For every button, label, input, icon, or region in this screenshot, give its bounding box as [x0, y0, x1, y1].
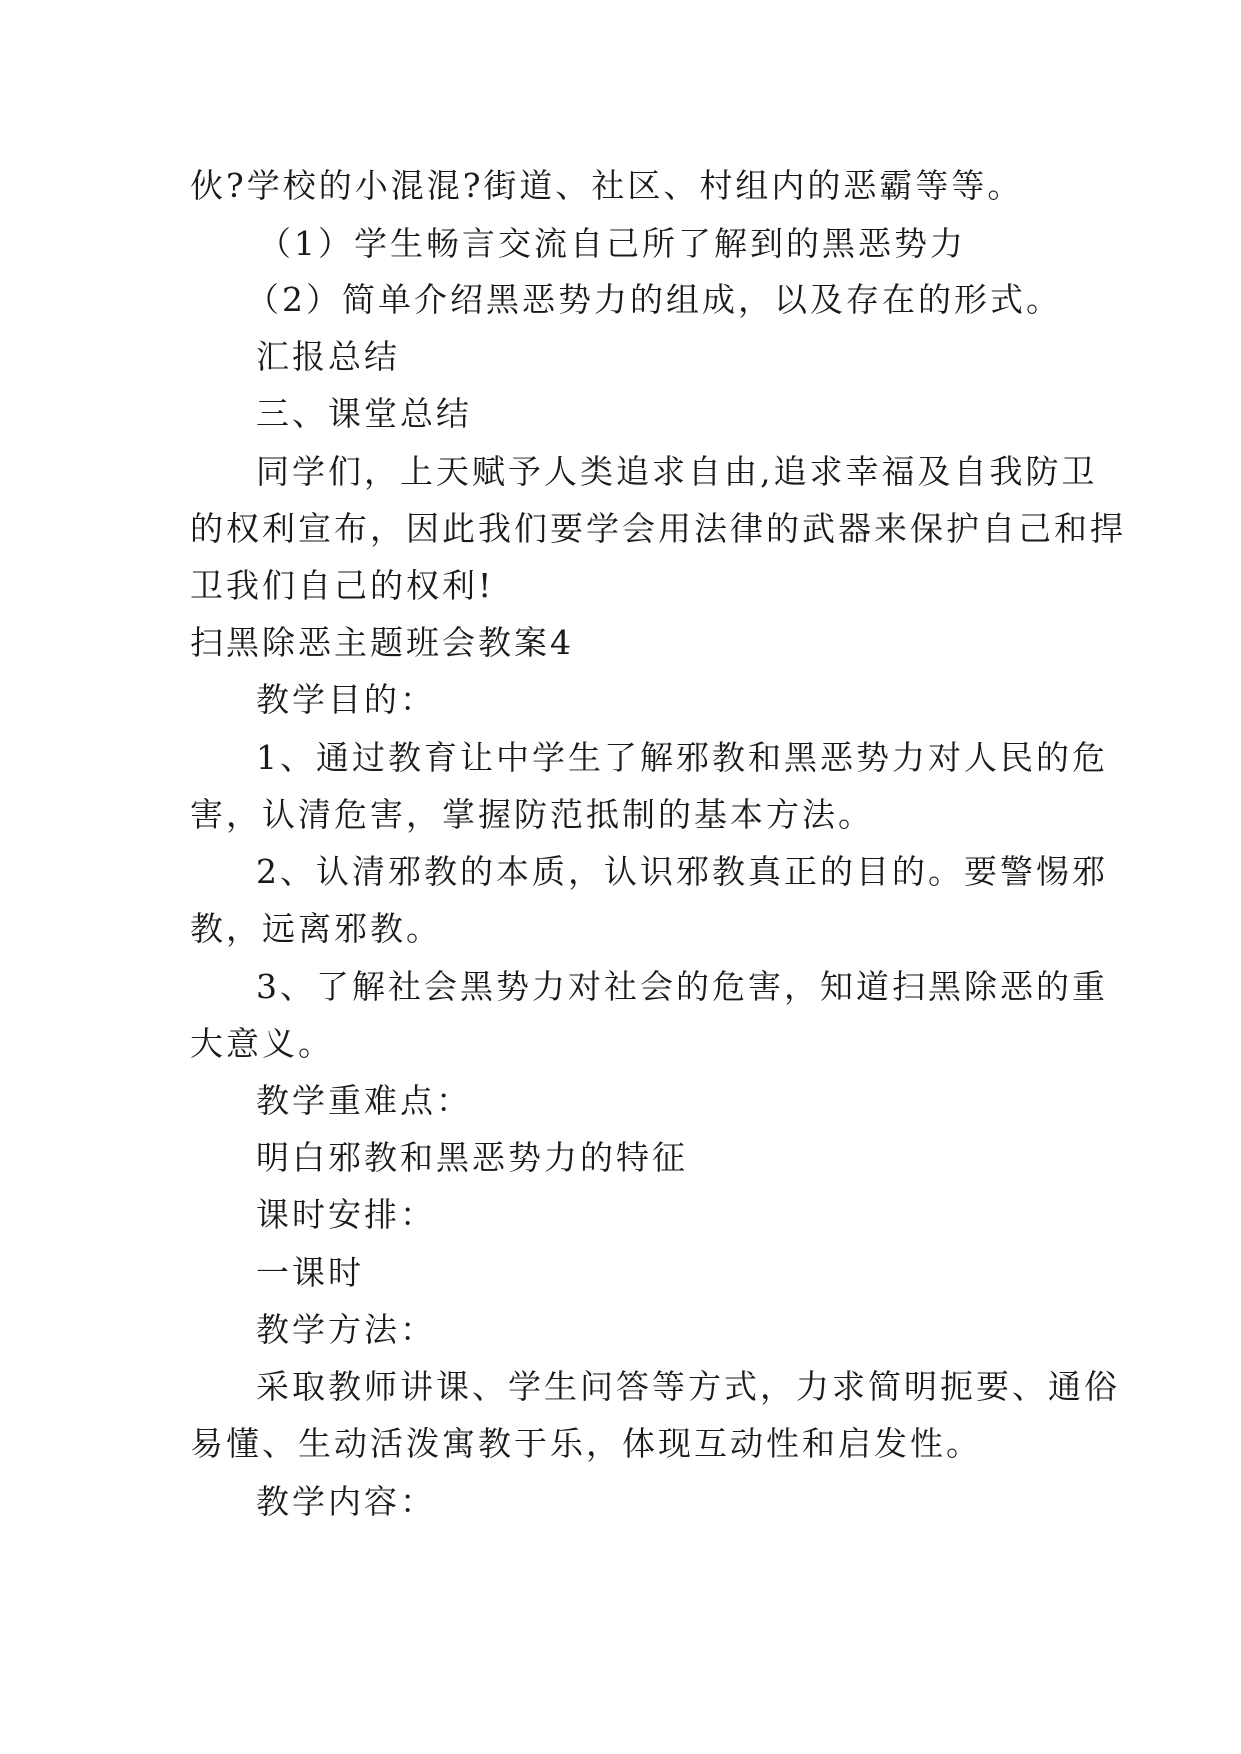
text-line: 大意义。	[190, 1024, 334, 1063]
section-heading: 教学内容：	[256, 1482, 436, 1521]
text-line: 易懂、生动活泼寓教于乐，体现互动性和启发性。	[190, 1424, 982, 1463]
text-line: 采取教师讲课、学生问答等方式，力求简明扼要、通俗	[256, 1367, 1120, 1406]
text-line: 伙?学校的小混混?街道、社区、村组内的恶霸等等。	[190, 166, 1024, 205]
section-heading: 课时安排：	[256, 1195, 436, 1234]
document-title: 扫黑除恶主题班会教案4	[190, 623, 574, 662]
list-item: 1、通过教育让中学生了解邪教和黑恶势力对人民的危	[256, 738, 1108, 777]
list-item: （2）简单介绍黑恶势力的组成，以及存在的形式。	[246, 280, 1062, 319]
list-item: （1）学生畅言交流自己所了解到的黑恶势力	[258, 224, 966, 263]
list-item: 3、了解社会黑势力对社会的危害，知道扫黑除恶的重	[256, 967, 1108, 1006]
section-heading: 教学重难点：	[256, 1081, 472, 1120]
section-heading: 教学目的：	[256, 680, 436, 719]
text-line: 明白邪教和黑恶势力的特征	[256, 1138, 688, 1177]
list-item: 2、认清邪教的本质，认识邪教真正的目的。要警惕邪	[256, 852, 1108, 891]
text-line: 的权利宣布，因此我们要学会用法律的武器来保护自己和捍	[190, 509, 1126, 548]
text-line: 教，远离邪教。	[190, 909, 442, 948]
text-line: 害，认清危害，掌握防范抵制的基本方法。	[190, 795, 874, 834]
text-line: 一课时	[256, 1253, 364, 1292]
text-line: 汇报总结	[256, 337, 400, 376]
section-heading: 教学方法：	[256, 1310, 436, 1349]
section-heading: 三、课堂总结	[256, 394, 472, 433]
text-line: 同学们，上天赋予人类追求自由,追求幸福及自我防卫	[256, 452, 1098, 491]
text-line: 卫我们自己的权利!	[190, 566, 495, 605]
